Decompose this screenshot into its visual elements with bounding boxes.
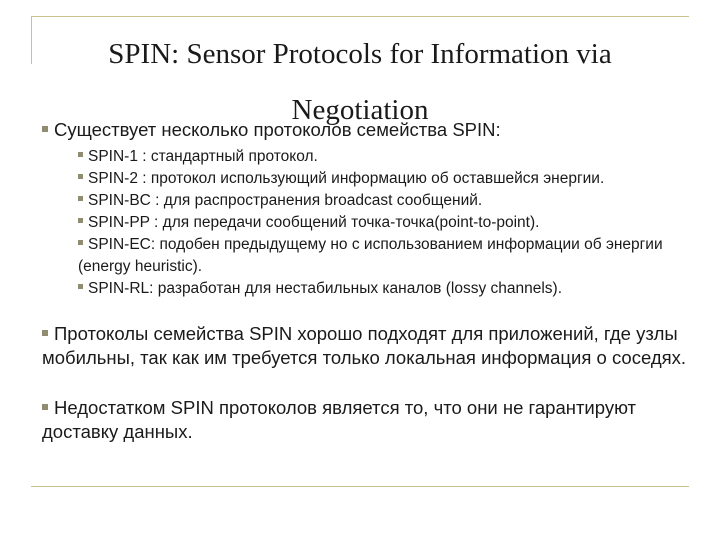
list-item-text: SPIN-1 : стандартный протокол.: [88, 148, 318, 165]
top-rule: [31, 16, 689, 17]
list-item: [78, 190, 696, 212]
square-bullet-icon: [78, 174, 83, 179]
square-bullet-icon: [42, 404, 48, 410]
list-item: [78, 278, 696, 300]
list-item-text: SPIN-BC : для распространения broadcast сообщений.: [88, 192, 483, 209]
left-rule: [31, 16, 32, 64]
square-bullet-icon: [78, 152, 83, 157]
list-item: [78, 146, 696, 168]
square-bullet-icon: [78, 218, 83, 223]
square-bullet-icon: [78, 240, 83, 245]
square-bullet-icon: [42, 126, 48, 132]
bullet-protocol-family: [36, 118, 696, 142]
spin-variants-list: [36, 146, 696, 300]
square-bullet-icon: [78, 196, 83, 201]
list-item-text: SPIN-EC: подобен предыдущему но с использованием информации об энергии (energy heuristic).: [78, 236, 663, 275]
bullet-mobility: [36, 322, 696, 370]
square-bullet-icon: [42, 330, 48, 336]
slide-body: [36, 118, 696, 444]
list-item-text: SPIN-PP : для передачи сообщений точка-точка(point-to-point).: [88, 214, 540, 231]
bullet-text: Недостатком SPIN протоколов является то, что они не гарантируют доставку данных.: [42, 397, 637, 442]
bullet-text: Существует несколько протоколов семейства SPIN:: [54, 119, 501, 140]
list-item: [78, 212, 696, 234]
list-item: [78, 168, 696, 190]
slide-title: SPIN: Sensor Protocols for Information via Negotiation: [108, 38, 612, 126]
list-item: [78, 234, 696, 278]
list-item-text: SPIN-2 : протокол использующий информацию об оставшейся энергии.: [88, 170, 605, 187]
bullet-drawback: [36, 396, 696, 444]
square-bullet-icon: [78, 284, 83, 289]
list-item-text: SPIN-RL: разработан для нестабильных каналов (lossy channels).: [88, 280, 563, 297]
bottom-rule: [31, 486, 689, 487]
bullet-text: Протоколы семейства SPIN хорошо подходят для приложений, где узлы мобильны, так как им требуется только локальная информация о соседях.: [42, 323, 687, 368]
